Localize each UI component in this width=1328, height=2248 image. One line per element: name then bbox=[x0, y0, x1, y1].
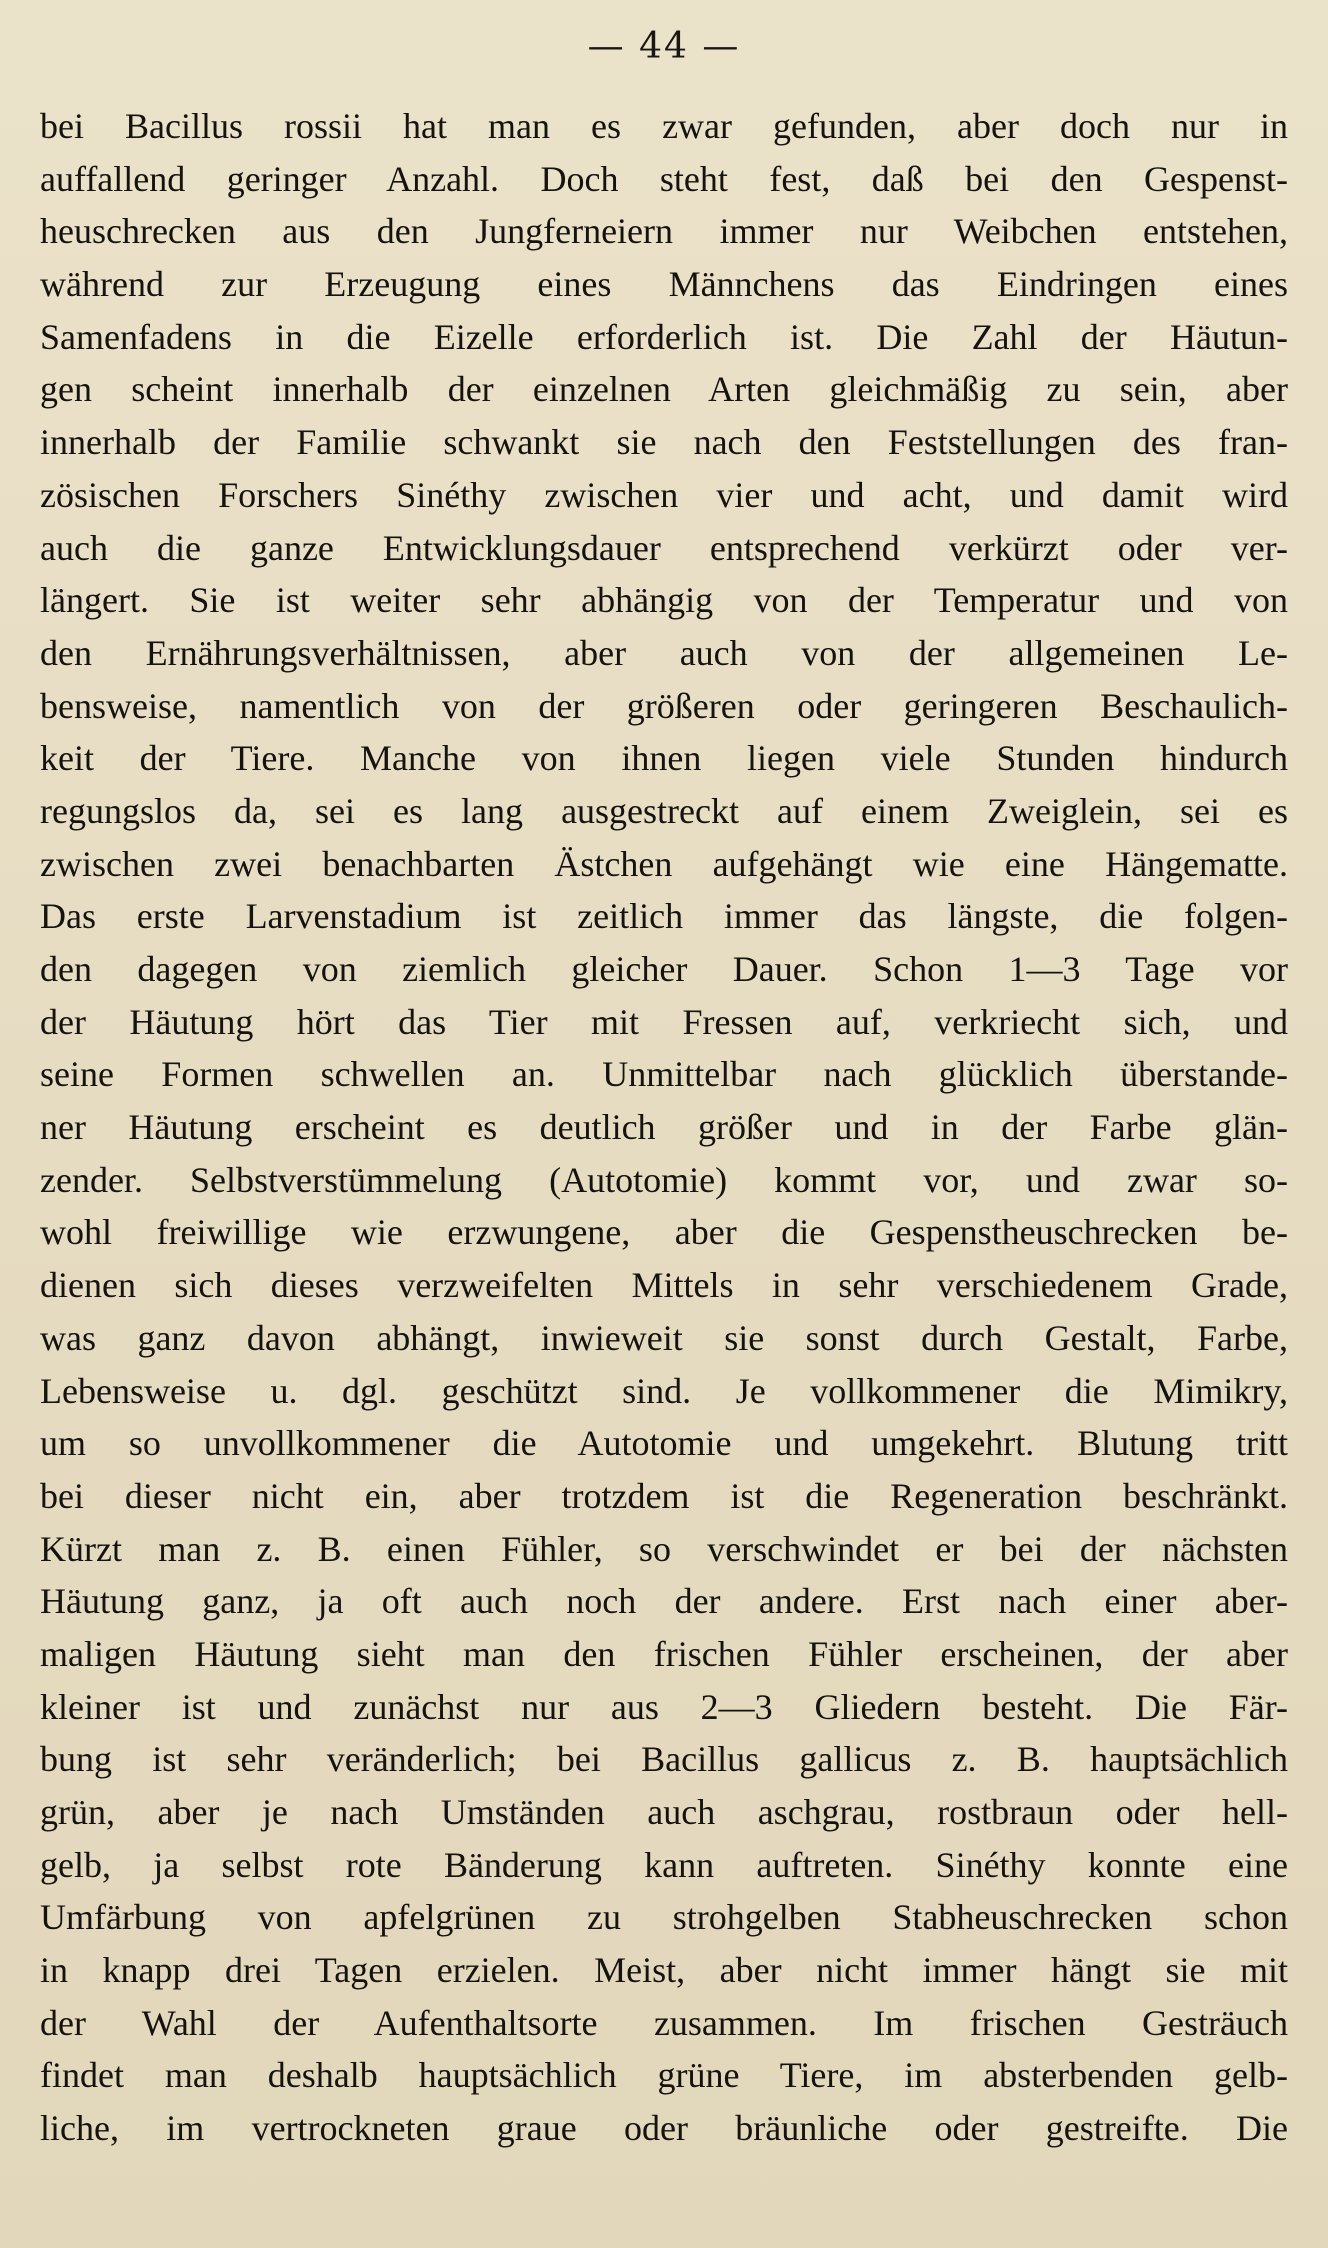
text-line: keit der Tiere. Manche von ihnen liegen viele Stunden hindurch bbox=[40, 738, 1288, 779]
text-line: den Ernährungsverhältnissen, aber auch von der allgemeinen Le- bbox=[40, 632, 1288, 673]
text-line: zwischen zwei benachbarten Ästchen aufgehängt wie eine Hängematte. bbox=[40, 843, 1288, 884]
text-line: während zur Erzeugung eines Männchens das Eindringen eines bbox=[40, 264, 1288, 305]
text-line: innerhalb der Familie schwankt sie nach den Feststellungen des fran- bbox=[40, 422, 1288, 463]
text-line: gen scheint innerhalb der einzelnen Arten gleichmäßig zu sein, aber bbox=[40, 369, 1288, 410]
text-line: Lebensweise u. dgl. geschützt sind. Je vollkommener die Mimikry, bbox=[40, 1370, 1288, 1411]
text-line: um so unvollkommener die Autotomie und umgekehrt. Blutung tritt bbox=[40, 1423, 1288, 1464]
page-number: — 44 — bbox=[587, 26, 741, 67]
text-line: den dagegen von ziemlich gleicher Dauer. Schon 1—3 Tage vor bbox=[40, 949, 1288, 989]
body-text bbox=[40, 100, 1288, 2155]
text-line: bei Bacillus rossii hat man es zwar gefunden, aber doch nur in bbox=[40, 106, 1288, 146]
text-line: ner Häutung erscheint es deutlich größer und in der Farbe glän- bbox=[40, 1107, 1288, 1148]
text-line: auffallend geringer Anzahl. Doch steht fest, daß bei den Gespenst- bbox=[40, 158, 1288, 199]
text-line: Häutung ganz, ja oft auch noch der andere. Erst nach einer aber- bbox=[40, 1581, 1288, 1622]
text-line: was ganz davon abhängt, inwieweit sie sonst durch Gestalt, Farbe, bbox=[40, 1317, 1288, 1358]
text-line: heuschrecken aus den Jungferneiern immer nur Weibchen entstehen, bbox=[40, 211, 1288, 252]
text-line: findet man deshalb hauptsächlich grüne Tiere, im absterbenden gelb- bbox=[40, 2055, 1288, 2096]
text-line: Kürzt man z. B. einen Fühler, so verschwindet er bei der nächsten bbox=[40, 1528, 1288, 1569]
text-line: grün, aber je nach Umständen auch aschgrau, rostbraun oder hell- bbox=[40, 1792, 1288, 1832]
text-line: auch die ganze Entwicklungsdauer entsprechend verkürzt oder ver- bbox=[40, 527, 1288, 568]
text-line: dienen sich dieses verzweifelten Mittels in sehr verschiedenem Grade, bbox=[40, 1265, 1288, 1306]
text-line: liche, im vertrockneten graue oder bräunliche oder gestreifte. Die bbox=[40, 2108, 1288, 2149]
text-line: zender. Selbstverstümmelung (Autotomie) kommt vor, und zwar so- bbox=[40, 1159, 1288, 1200]
text-line: bung ist sehr veränderlich; bei Bacillus gallicus z. B. hauptsächlich bbox=[40, 1739, 1288, 1780]
text-line: in knapp drei Tagen erzielen. Meist, aber nicht immer hängt sie mit bbox=[40, 1950, 1288, 1991]
text-line: längert. Sie ist weiter sehr abhängig von der Temperatur und von bbox=[40, 580, 1288, 621]
text-line: Das erste Larvenstadium ist zeitlich immer das längste, die folgen- bbox=[40, 896, 1288, 937]
text-line: zösischen Forschers Sinéthy zwischen vier und acht, und damit wird bbox=[40, 474, 1288, 515]
text-line: regungslos da, sei es lang ausgestreckt auf einem Zweiglein, sei es bbox=[40, 790, 1288, 831]
text-line: wohl freiwillige wie erzwungene, aber die Gespenstheuschrecken be- bbox=[40, 1212, 1288, 1253]
text-line: Samenfadens in die Eizelle erforderlich ist. Die Zahl der Häutun- bbox=[40, 316, 1288, 357]
text-line: seine Formen schwellen an. Unmittelbar nach glücklich überstande- bbox=[40, 1054, 1288, 1095]
text-line: gelb, ja selbst rote Bänderung kann auftreten. Sinéthy konnte eine bbox=[40, 1844, 1288, 1885]
text-line: bei dieser nicht ein, aber trotzdem ist die Regeneration beschränkt. bbox=[40, 1475, 1288, 1516]
text-line: Umfärbung von apfelgrünen zu strohgelben Stabheuschrecken schon bbox=[40, 1897, 1288, 1938]
text-line: der Wahl der Aufenthaltsorte zusammen. Im frischen Gesträuch bbox=[40, 2002, 1288, 2043]
text-line: bensweise, namentlich von der größeren oder geringeren Beschaulich- bbox=[40, 685, 1288, 726]
text-line: der Häutung hört das Tier mit Fressen auf, verkriecht sich, und bbox=[40, 1001, 1288, 1042]
text-line: maligen Häutung sieht man den frischen Fühler erscheinen, der aber bbox=[40, 1633, 1288, 1674]
text-line: kleiner ist und zunächst nur aus 2—3 Gliedern besteht. Die Fär- bbox=[40, 1686, 1288, 1727]
